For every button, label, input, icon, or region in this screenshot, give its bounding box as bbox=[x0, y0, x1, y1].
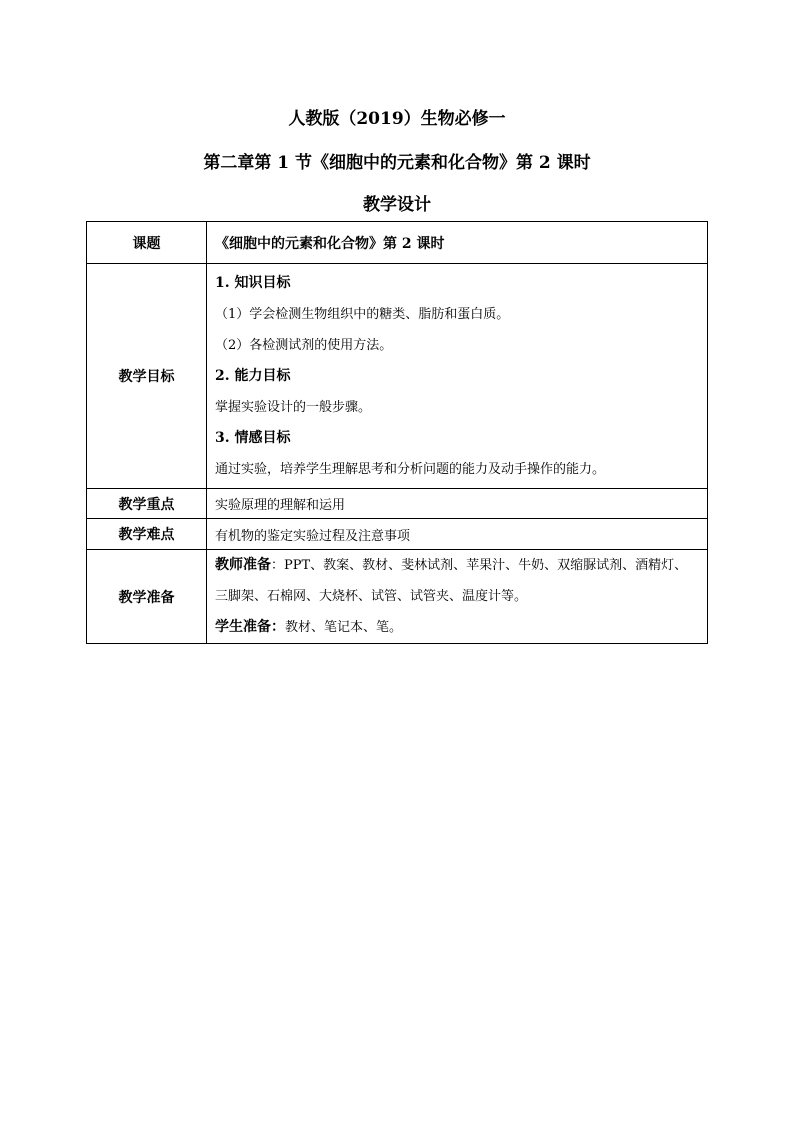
teacher-prep-line-2: 三脚架、石棉网、大烧杯、试管、试管夹、温度计等。 bbox=[215, 589, 528, 604]
emotion-heading: 3. 情感目标 bbox=[215, 429, 291, 446]
key-points-value: 实验原理的理解和运用 bbox=[207, 489, 708, 519]
ability-text: 掌握实验设计的一般步骤。 bbox=[215, 399, 372, 415]
lesson-plan-table bbox=[86, 221, 708, 644]
topic-label: 课题 bbox=[87, 222, 207, 264]
difficulties-value: 有机物的鉴定实验过程及注意事项 bbox=[207, 519, 708, 550]
design-title: 教学设计 bbox=[363, 195, 431, 215]
preparation-label: 教学准备 bbox=[87, 550, 207, 644]
table-row-difficulties bbox=[87, 519, 708, 550]
ability-heading: 2. 能力目标 bbox=[215, 367, 291, 384]
document-title: 人教版（2019）生物必修一 bbox=[288, 109, 506, 129]
difficulties-label: 教学难点 bbox=[87, 519, 207, 550]
topic-value bbox=[207, 222, 708, 264]
key-points-label: 教学重点 bbox=[87, 489, 207, 519]
table-row-preparation bbox=[87, 550, 708, 644]
table-row-objectives bbox=[87, 264, 708, 489]
teacher-prep-text: ：PPT、教案、教材、斐林试剂、苹果汁、牛奶、双缩脲试剂、酒精灯、 bbox=[271, 558, 688, 573]
teacher-prep-line bbox=[215, 550, 703, 581]
preparation-content bbox=[207, 550, 708, 644]
student-prep-lead: 学生准备： bbox=[215, 619, 285, 635]
emotion-text: 通过实验，培养学生理解思考和分析问题的能力及动手操作的能力。 bbox=[215, 461, 606, 477]
table-row-key-points bbox=[87, 489, 708, 519]
teacher-prep-lead: 教师准备 bbox=[215, 557, 271, 573]
knowledge-item: （1）学会检测生物组织中的糖类、脂肪和蛋白质。 bbox=[215, 306, 510, 322]
knowledge-heading: 1. 知识目标 bbox=[215, 274, 291, 291]
knowledge-item: （2）各检测试剂的使用方法。 bbox=[215, 337, 393, 353]
table-row-topic bbox=[87, 222, 708, 264]
lesson-title: 第二章第 1 节《细胞中的元素和化合物》第 2 课时 bbox=[203, 153, 591, 173]
topic-text: 《细胞中的元素和化合物》第 2 课时 bbox=[215, 235, 445, 252]
student-prep-line bbox=[215, 612, 703, 643]
student-prep-text: 教材、笔记本、笔。 bbox=[285, 620, 403, 635]
objectives-content bbox=[207, 264, 708, 489]
objectives-label: 教学目标 bbox=[87, 264, 207, 489]
